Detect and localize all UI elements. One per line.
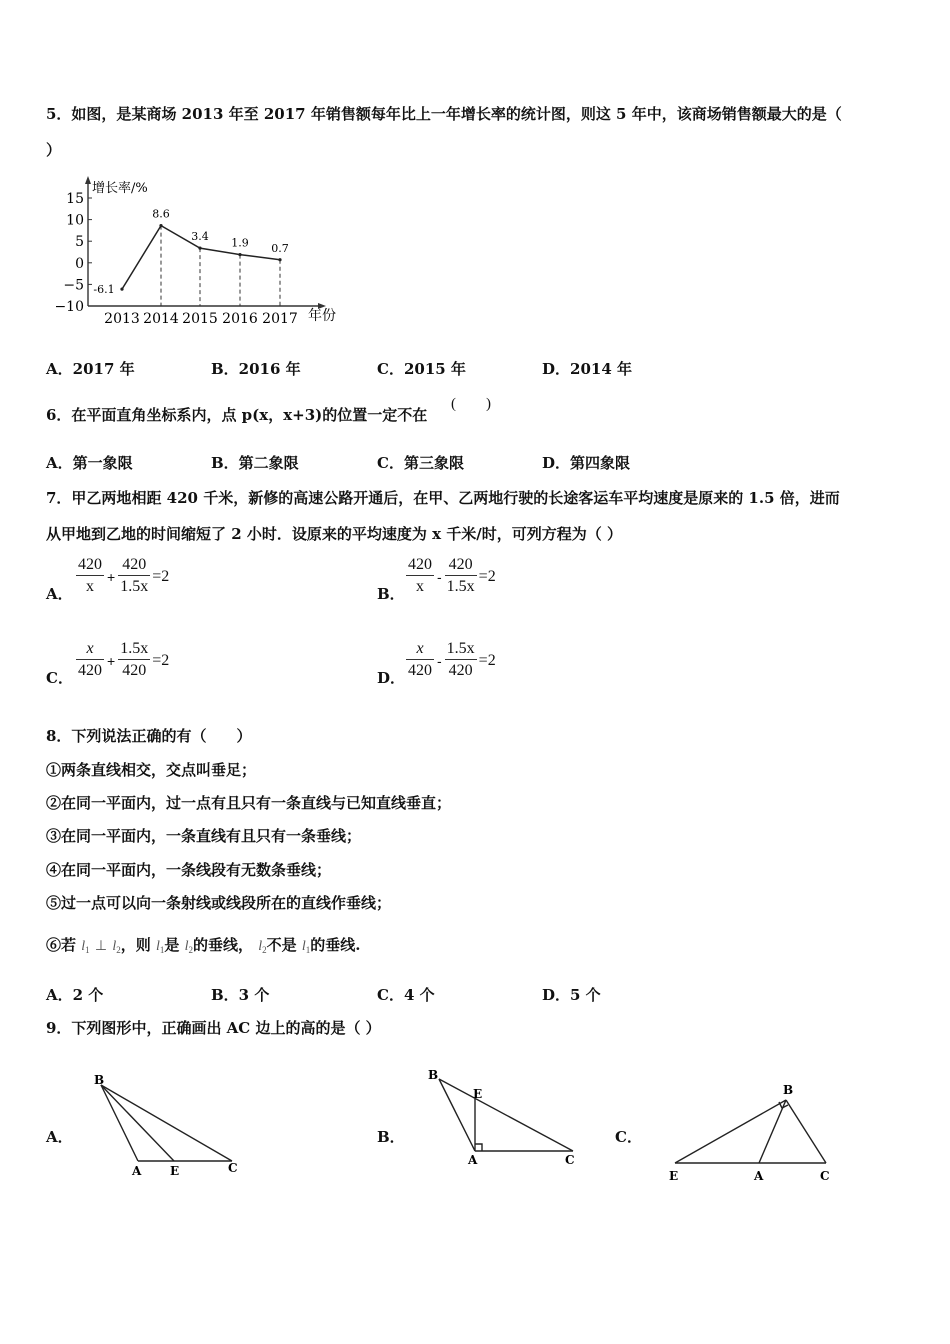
q8-option-c[interactable]: C．4 个 [377,986,435,1004]
q8-item6-mid2: 是 [164,936,180,954]
q7-text-line1: 7．甲乙两地相距 420 千米，新修的高速公路开通后，在甲、乙两地行驶的长途客运车平均速度是原来的 1.5 倍，进而 [46,489,840,507]
vertex-label-c: C [228,1161,238,1175]
q5-option-c[interactable]: C．2015 年 [377,360,466,378]
q5-option-a[interactable]: A．2017 年 [46,360,135,378]
equation-rhs: =2 [478,651,496,669]
data-point [198,247,201,250]
q8-item6-end: 的垂线. [310,936,361,954]
frac-numerator: 420 [406,555,434,576]
q9-figure-c[interactable] [662,1076,842,1188]
x-tick-label: 2017 [262,311,298,327]
line-l2: $l_2$ [184,939,193,955]
q8-item6-mid4: 不是 [266,936,297,954]
x-tick-label: 2014 [143,311,179,327]
q6-text: 6．在平面直角坐标系内，点 p(x，x+3)的位置一定不在 [46,406,428,424]
segment-ba [439,1079,475,1151]
data-label: -6.1 [93,283,115,297]
q8-option-d[interactable]: D．5 个 [542,986,601,1004]
q7-text-line2: 从甲地到乙地的时间缩短了 2 小时．设原来的平均速度为 x 千米/时，可列方程为（ ） [46,525,622,543]
segment-bc [439,1079,573,1151]
q9-text: 9．下列图形中，正确画出 AC 边上的高的是（ ） [46,1019,381,1037]
vertex-label-e: E [170,1164,180,1178]
data-label: 0.7 [271,241,289,255]
frac-numerator: 420 [445,555,477,576]
q8-text: 8．下列说法正确的有（ ） [46,727,252,745]
operator: - [437,652,442,669]
frac-numerator: 1.5x [445,639,477,660]
perpendicular-symbol: ⊥ [94,939,108,954]
segment-bc [101,1085,232,1161]
q9-option-c[interactable]: C． [615,1128,642,1146]
frac-denominator: 1.5x [120,578,149,595]
q7-option-d-label[interactable]: D． [377,669,406,687]
q6-option-d[interactable]: D．第四象限 [542,454,631,472]
operator: + [107,568,116,585]
vertex-label-a: A [754,1169,764,1183]
q9-figure-b[interactable] [420,1064,585,1176]
vertex-label-b: B [783,1083,794,1097]
line-l1: $l_1$ [301,939,311,955]
q7-option-b-equation[interactable] [406,555,496,598]
frac-denominator: 420 [78,662,102,679]
y-tick-label: 0 [75,255,84,272]
y-axis-arrow [85,176,91,184]
q5-text-line2: ） [46,141,62,159]
q8-item-6 [46,934,361,955]
frac-denominator: 1.5x [446,578,475,595]
line-l2: $l_2$ [258,939,267,955]
q8-item-4: ④在同一平面内，一条线段有无数条垂线； [46,861,332,879]
x-tick-label: 2013 [104,311,140,327]
frac-denominator: x [416,578,424,595]
q8-item6-mid3: 的垂线， [192,936,253,954]
line-l1: $l_1$ [81,939,90,955]
segment-eb [675,1100,786,1163]
q5-option-d[interactable]: D．2014 年 [542,360,632,378]
q7-option-c-label[interactable]: C． [46,669,73,687]
vertex-label-b: B [94,1073,105,1087]
segment-ab [759,1100,786,1163]
frac-numerator: 420 [76,555,104,576]
right-angle-mark [475,1144,482,1151]
q9-figure-a[interactable] [88,1068,248,1180]
x-axis-label: 年份 [308,308,336,324]
q8-item6-mid1: ，则 [120,936,151,954]
q5-text-line1: 5．如图，是某商场 2013 年至 2017 年销售额每年比上一年增长率的统计图，则这 5 年中，该商场销售额最大的是（ [46,105,842,123]
frac-denominator: 420 [122,662,147,679]
frac-denominator: x [86,578,94,595]
vertex-label-e: E [669,1169,679,1183]
equation-rhs: =2 [478,567,496,585]
data-point [238,253,241,256]
x-tick-label: 2015 [182,311,218,327]
q6-option-a[interactable]: A．第一象限 [46,454,133,472]
y-tick-label: 10 [66,212,84,229]
frac-numerator: 420 [118,555,150,576]
q8-item-5: ⑤过一点可以向一条射线或线段所在的直线作垂线； [46,894,392,912]
q8-option-a[interactable]: A．2 个 [46,986,104,1004]
x-tick-label: 2016 [222,311,258,327]
line-l1: $l_1$ [155,939,165,955]
data-label: 3.4 [191,230,209,244]
q8-item-2: ②在同一平面内，过一点有且只有一条直线与已知直线垂直； [46,794,452,812]
data-point [278,258,281,261]
vertex-label-c: C [820,1169,830,1183]
q6-option-c[interactable]: C．第三象限 [377,454,464,472]
frac-numerator: 1.5x [118,639,150,660]
vertex-label-c: C [565,1153,575,1167]
q9-option-b[interactable]: B． [377,1128,405,1146]
q7-option-d-equation[interactable] [406,639,496,682]
vertex-label-a: A [468,1153,478,1167]
y-axis-label: 增长率/% [92,181,148,196]
q6-option-b[interactable]: B．第二象限 [211,454,299,472]
q5-option-b[interactable]: B．2016 年 [211,360,301,378]
q7-option-b-label[interactable]: B． [377,585,405,603]
q8-item6-pre: ⑥若 [46,936,77,954]
y-tick-label: −10 [54,299,84,315]
q9-option-a[interactable]: A． [46,1128,73,1146]
operator: + [107,652,116,669]
frac-denominator: 420 [448,662,473,679]
data-point [120,288,123,291]
operator: - [437,568,442,585]
y-tick-label: −5 [63,277,84,294]
q8-option-b[interactable]: B．3 个 [211,986,270,1004]
frac-denominator: 420 [408,662,432,679]
segment-bc [786,1100,826,1163]
vertex-label-b: B [428,1068,439,1082]
q8-item-1: ①两条直线相交，交点叫垂足； [46,761,257,779]
line-l2: $l_2$ [112,939,121,955]
q7-option-a-label[interactable]: A． [46,585,73,603]
q7-option-c-equation[interactable] [76,639,169,682]
segment-be [101,1085,174,1161]
frac-numerator: x [406,639,434,660]
data-label: 8.6 [152,207,170,221]
data-label: 1.9 [231,236,249,250]
vertex-label-e: E [473,1087,483,1101]
q7-option-a-equation[interactable] [76,555,169,598]
data-point [159,224,162,227]
q5-growth-chart [52,176,352,328]
q8-item-3: ③在同一平面内，一条直线有且只有一条垂线； [46,827,362,845]
y-tick-label: 5 [75,234,84,251]
q6-answer-paren: ( ) [451,396,491,412]
frac-numerator: x [76,639,104,660]
equation-rhs: =2 [152,567,170,585]
y-tick-label: 15 [66,191,84,207]
vertex-label-a: A [132,1164,142,1178]
equation-rhs: =2 [152,651,170,669]
